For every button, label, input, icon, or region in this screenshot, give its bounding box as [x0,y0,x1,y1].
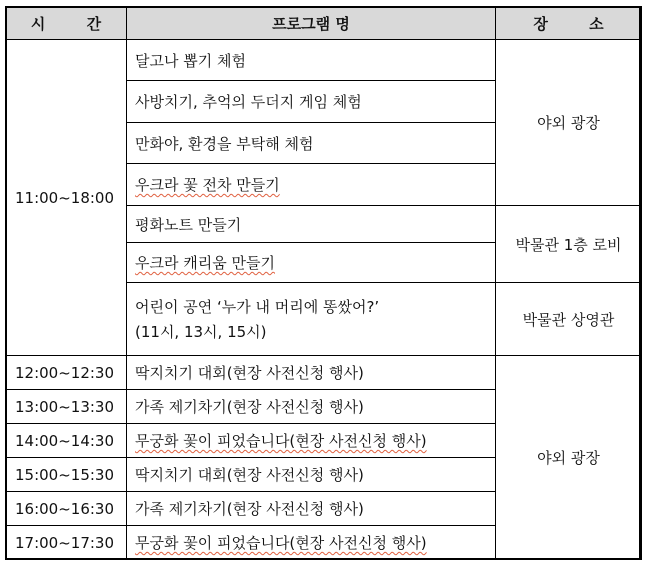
program-cell: 사방치기, 추억의 두더지 게임 체험 [127,81,496,123]
program-cell: 딱지치기 대회(현장 사전신청 행사) [127,356,496,390]
program-cell: 가족 제기차기(현장 사전신청 행사) [127,390,496,424]
program-text: 우크라 캐리움 만들기 [135,254,275,272]
header-place: 장 소 [496,7,642,40]
program-cell: 만화야, 환경을 부탁해 체험 [127,123,496,164]
time-cell: 15:00~15:30 [6,458,127,492]
time-cell: 12:00~12:30 [6,356,127,390]
table-row [6,356,642,390]
program-cell [127,424,496,458]
program-cell [127,526,496,560]
time-cell: 17:00~17:30 [6,526,127,560]
header-time: 시 간 [6,7,127,40]
program-text: 무궁화 꽃이 피었습니다(현장 사전신청 행사) [135,534,427,552]
header-row [6,7,642,40]
time-cell: 13:00~13:30 [6,390,127,424]
program-text: 우크라 꽃 전차 만들기 [135,176,280,194]
program-cell: 가족 제기차기(현장 사전신청 행사) [127,492,496,526]
program-cell: 딱지치기 대회(현장 사전신청 행사) [127,458,496,492]
program-cell: 달고나 뽑기 체험 [127,40,496,81]
header-program: 프로그램 명 [127,7,496,40]
place-cell: 야외 광장 [496,356,642,560]
program-text: 어린이 공연 ‘누가 내 머리에 똥쌌어?’ [135,298,380,316]
time-cell: 16:00~16:30 [6,492,127,526]
place-cell: 박물관 1층 로비 [496,206,642,283]
program-subtext: (11시, 13시, 15시) [135,323,267,341]
time-cell: 11:00~18:00 [6,40,127,356]
time-cell: 14:00~14:30 [6,424,127,458]
table-row [6,40,642,81]
place-cell: 박물관 상영관 [496,283,642,356]
program-cell [127,243,496,283]
place-cell: 야외 광장 [496,40,642,206]
schedule-table [5,6,642,560]
program-text: 무궁화 꽃이 피었습니다(현장 사전신청 행사) [135,432,427,450]
program-cell [127,164,496,206]
program-cell [127,283,496,356]
program-cell: 평화노트 만들기 [127,206,496,243]
